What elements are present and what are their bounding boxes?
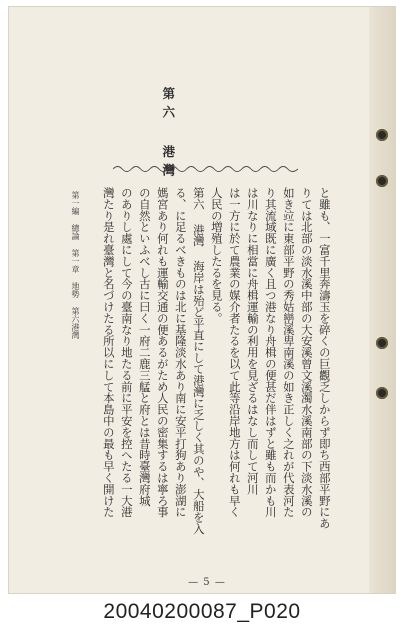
binding-hole bbox=[376, 337, 388, 349]
body-line: 灣たり是れ臺灣と名づけたる所以にして本島中の最も早く開けた bbox=[101, 187, 116, 518]
binding-spine bbox=[369, 7, 395, 593]
image-caption: 20040200087_P020 bbox=[103, 600, 301, 623]
body-line: り其流域既に廣く且つ港なり舟楫の便甚だ伴はずと雖も而かも川 bbox=[263, 187, 278, 518]
page-number: — 5 — bbox=[188, 577, 226, 588]
binding-hole bbox=[376, 175, 388, 187]
wavy-divider bbox=[113, 163, 298, 175]
body-line: 第六 港灣 海岸は殆ど平直にして港灣に乏しく其のや、大船を入 bbox=[191, 187, 206, 535]
binding-hole bbox=[376, 129, 388, 141]
body-line: 人民の増殖したるを見る。 bbox=[209, 187, 224, 324]
chapter-heading: 第六 港灣 bbox=[160, 87, 176, 182]
document-page bbox=[8, 6, 396, 594]
body-line: 如き竝に東部平野の秀姑巒溪卑南溪の如き正しく之れが代表河た bbox=[281, 187, 296, 518]
running-footer: 第一編 總論 第一章 地勢 第六港灣 bbox=[71, 191, 80, 339]
body-line: は川なりに相當に舟楫運輸の利用を見ざるはなし而して河川 bbox=[245, 187, 260, 495]
body-line: のありし處にして今の臺南なり地たる前に平安を控へたる一大港 bbox=[119, 187, 134, 518]
body-line: と雖も、一富千里奔濤玉を碎くの巨觀乏しからず即ち西部平野にあ bbox=[317, 187, 332, 529]
body-line: の自然といふべし古に曰く一府二鹿三艋と府とは昔時臺灣府城 bbox=[137, 187, 152, 507]
body-line: は一方に於て農業の媒介者たるを以て此等沿岸地方は何れも早く bbox=[227, 187, 242, 518]
body-line: りては北部の淡水溪中部の大安溪曾文溪濁水溪南部の下淡水溪の bbox=[299, 187, 314, 518]
body-line: 媽宮あり何れも運輸交通の便あるがため人民の密集するは寧ろ事 bbox=[155, 187, 170, 518]
body-line: る、に足るべきものは北に基隆淡水あり南に安平打狗あり澎湖に bbox=[173, 187, 188, 518]
binding-hole bbox=[376, 387, 388, 399]
